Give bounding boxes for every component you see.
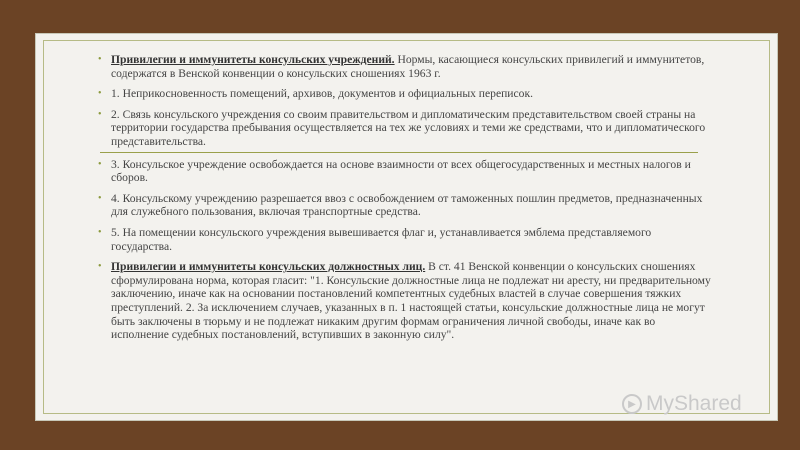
bullet-item (98, 226, 714, 253)
bullet-icon: • (98, 261, 102, 273)
slide-content (98, 53, 714, 349)
bullet-item (98, 53, 714, 80)
bullet-item (98, 87, 714, 101)
bullet-icon: • (98, 54, 102, 65)
bullet-text: 1. Неприкосновенность помещений, архивов, документов и официальных переписок. (111, 87, 533, 101)
bullet-icon: • (98, 158, 102, 170)
bullet-item (98, 192, 714, 219)
bullet-heading: Привилегии и иммунитеты консульских учреждений. (111, 53, 395, 66)
bullet-text: 4. Консульскому учреждению разрешается ввоз с освобождением от таможенных пошлин предметов, предназначенных для служебного пользования, включая транспортные средства. (111, 191, 703, 219)
watermark-text: MyShared (646, 392, 742, 415)
bullet-icon: • (98, 88, 102, 100)
section-divider (100, 152, 698, 153)
bullet-text: 2. Связь консульского учреждения со своим правительством и дипломатическим представительством своей страны на территории государства пребывания осуществляется на тех же условиях и теми же средствами, что и дипломатического представительства. (111, 107, 706, 148)
bullet-icon: • (98, 192, 102, 204)
bullet-text: 3. Консульское учреждение освобождается на основе взаимности от всех общегосударственных и местных налогов и сборов. (111, 157, 691, 185)
watermark-logo (622, 392, 742, 416)
bullet-text: 5. На помещении консульского учреждения вывешивается флаг и, устанавливается эмблема представляемого государства. (111, 225, 652, 253)
bullet-text: В ст. 41 Венской конвенции о консульских сношениях сформулирована норма, которая гласит: "1. Консульские должностные лица не подлежат ни аресту, ни предварительному заключению, иначе как на основании постановлений компетентных судебных властей в случае совершения тяжких преступлений. 2. За исключением случаев, указанных в п. 1 настоящей статьи, консульские должностные лица не могут быть заключены в тюрьму и не подлежат никаким другим формам ограничения личной свободы, иначе как во исполнение судебных постановлений, вступивших в законную силу". (111, 260, 711, 342)
bullet-icon: • (98, 108, 102, 120)
bullet-text: Нормы, касающиеся консульских привилегий и иммунитетов, содержатся в Венской конвенции о консульских сношениях 1963 г. (111, 53, 705, 80)
bullet-item (98, 260, 714, 342)
bullet-heading: Привилегии и иммунитеты консульских должностных лиц. (111, 260, 426, 274)
bullet-item (98, 108, 714, 149)
play-icon: ▶ (622, 394, 642, 414)
bullet-icon: • (98, 226, 102, 238)
slide (35, 33, 778, 421)
bullet-item (98, 158, 714, 185)
